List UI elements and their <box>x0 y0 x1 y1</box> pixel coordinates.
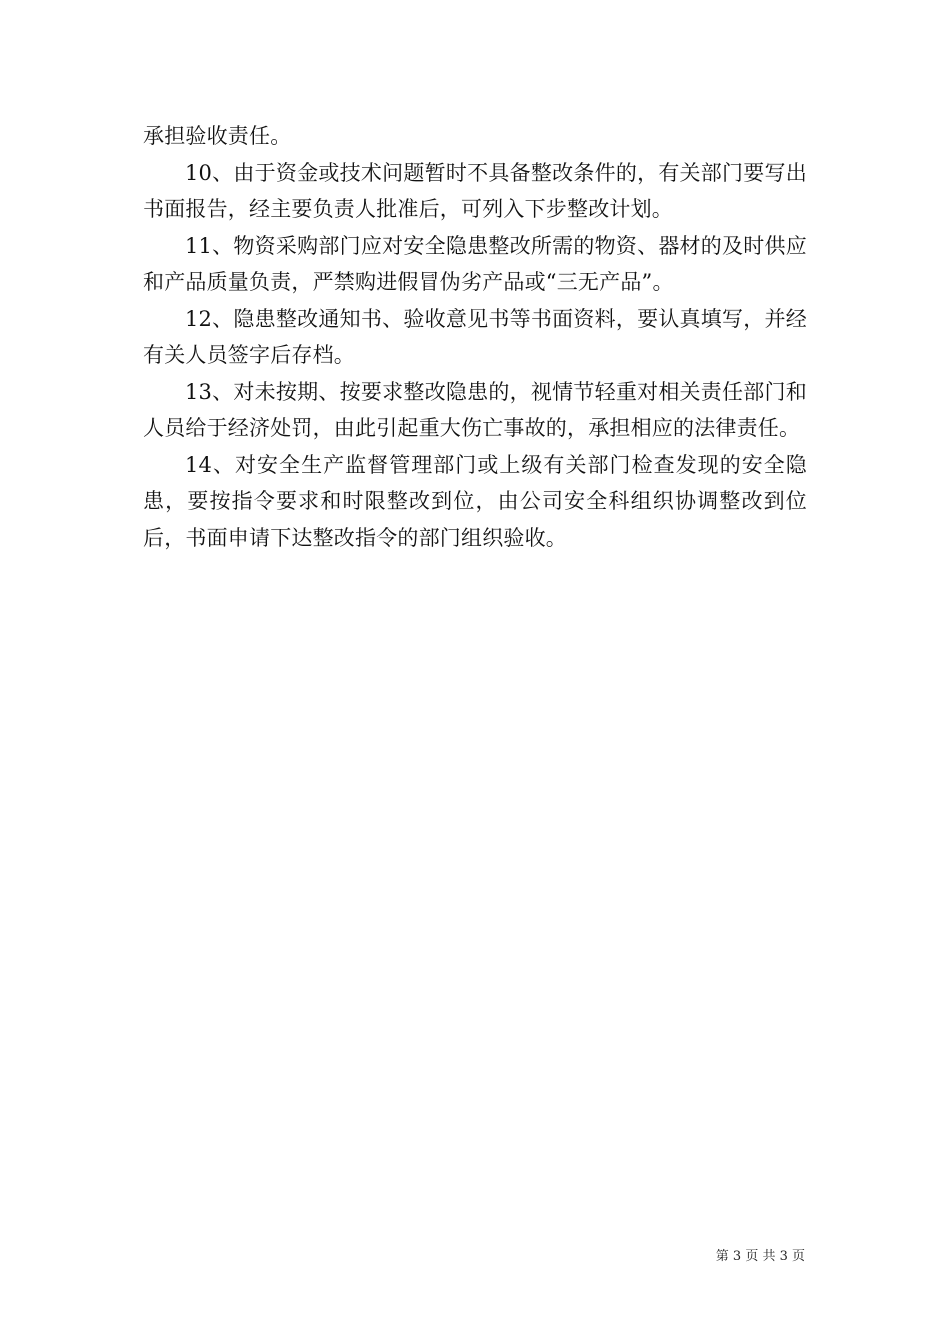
paragraph-continuation: 承担验收责任。 <box>143 124 292 148</box>
paragraph-item-10: 10、由于资金或技术问题暂时不具备整改条件的，有关部门要写出书面报告，经主要负责人批准后，可列入下步整改计划。 <box>143 160 807 221</box>
document-body <box>143 118 807 556</box>
paragraph-item-13: 13、对未按期、按要求整改隐患的，视情节轻重对相关责任部门和人员给于经济处罚，由此引起重大伤亡事故的，承担相应的法律责任。 <box>143 379 807 440</box>
page-number-footer: 第 3 页 共 3 页 <box>715 1249 805 1264</box>
paragraph-item-11: 11、物资采购部门应对安全隐患整改所需的物资、器材的及时供应和产品质量负责，严禁购进假冒伪劣产品或“三无产品”。 <box>143 233 807 294</box>
paragraph-item-12: 12、隐患整改通知书、验收意见书等书面资料，要认真填写，并经有关人员签字后存档。 <box>143 306 807 367</box>
paragraph-item-14: 14、对安全生产监督管理部门或上级有关部门检查发现的安全隐患，要按指令要求和时限整改到位，由公司安全科组织协调整改到位后，书面申请下达整改指令的部门组织验收。 <box>143 452 807 550</box>
